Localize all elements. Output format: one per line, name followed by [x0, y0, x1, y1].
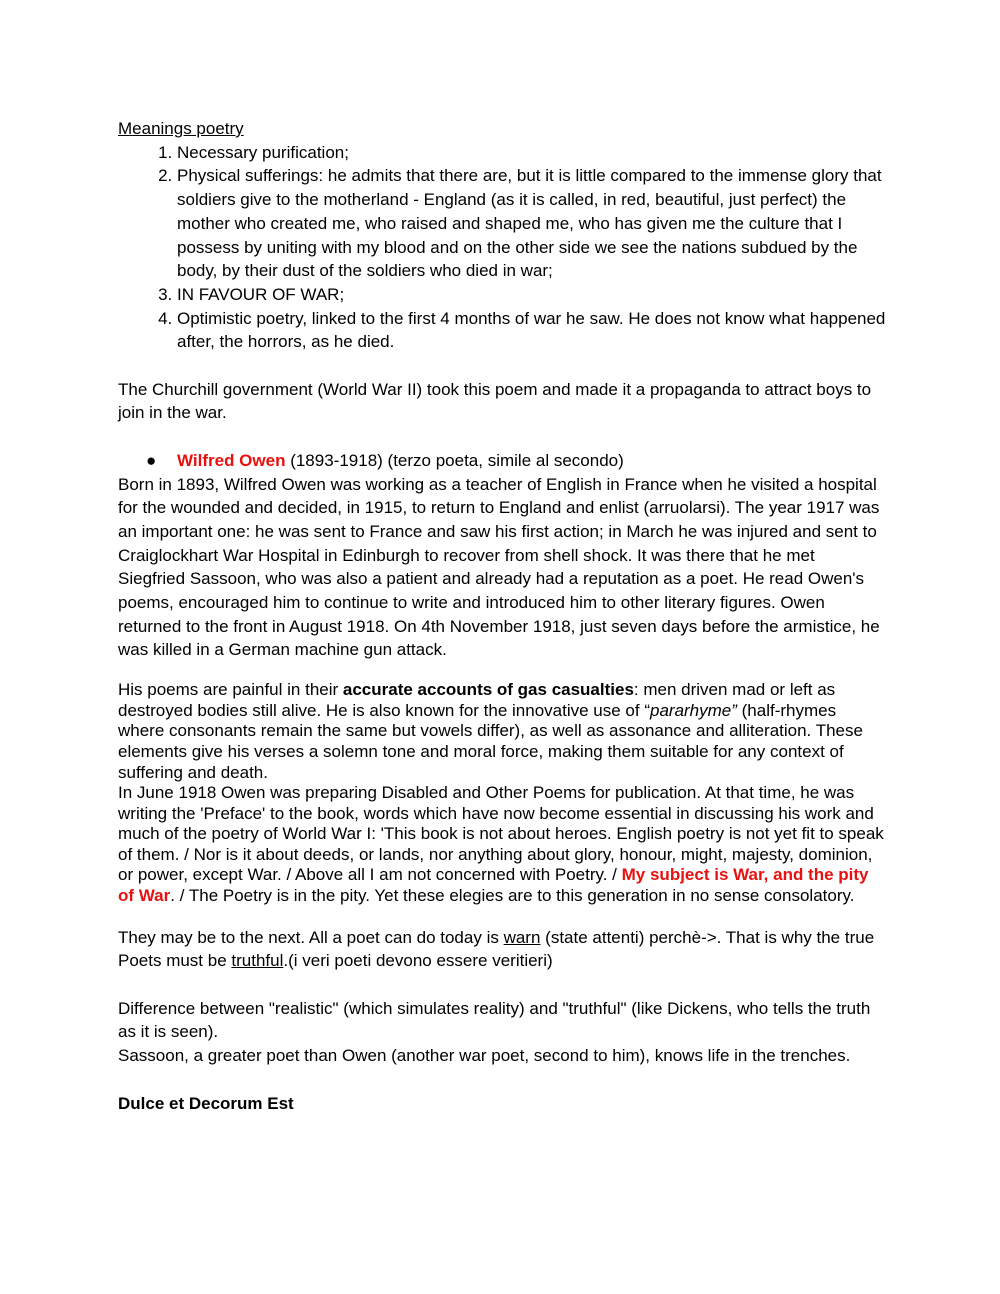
- churchill-paragraph: The Churchill government (World War II) took this poem and made it a propaganda to attract boys to join in the war.: [118, 379, 872, 423]
- truthful-underline: truthful: [231, 951, 284, 971]
- owen-bio: Born in 1893, Wilfred Owen was working as a teacher of English in France when he visited a hospital for the wounded and decided, in 1915, to return to England and enlist (arruolarsi). The year 1917 was an important one: he was sent to France and saw his first action; in March he was injured and sent to Craiglockhart War Hospital in Edinburgh to recover from shell shock. It was there that he met Siegfried Sassoon, who was also a patient and already had a reputation as a poet. He read Owen's poems, encouraged him to continue to write and introduced him to other literary figures. Owen returned to the front in August 1918. On 4th November 1918, just seven days before the armistice, he was killed in a German machine gun attack.: [118, 474, 880, 660]
- bullet-icon: ●: [146, 450, 157, 470]
- list-item: 3. IN FAVOUR OF WAR;: [177, 283, 886, 307]
- warn-underline: warn: [503, 927, 541, 947]
- list-item: 2. Physical sufferings: he admits that there are, but it is little compared to the immense glory that soldiers give to the motherland - England (as it is called, in red, beautiful, just perfect) the mother who created me, who raised and shaped me, who has given me the culture that I possess by uniting with my blood and on the other side we see the nations subdued by the body, by their dust of the soldiers who died in war;: [177, 164, 886, 283]
- meanings-list: [118, 141, 886, 354]
- subject-red: My subject is War, and the pity of War: [118, 865, 869, 906]
- gas-casualties-bold: accurate accounts of gas casualties: [342, 680, 634, 700]
- owen-name: Wilfred Owen: [177, 450, 286, 470]
- pararhyme-italic: pararhyme”: [650, 700, 737, 720]
- difference-paragraph: Difference between "realistic" (which simulates reality) and "truthful" (like Dickens, who tells the truth as it is seen).: [118, 998, 871, 1042]
- list-item: 1. Necessary purification;: [177, 141, 886, 165]
- owen-dates: (1893-1918) (terzo poeta, simile al secondo): [285, 450, 624, 470]
- next-paragraph: They may be to the next. All a poet can do today is warn (state attenti) perchè->. That is why the true Poets must be truthful.(i veri poeti devono essere veritieri): [118, 927, 875, 971]
- preface-paragraph: In June 1918 Owen was preparing Disabled and Other Poems for publication. At that time, he was writing the 'Preface' to the book, words which have now become essential in discussing his work and much of the poetry of World War I: 'This book is not about heroes. English poetry is not yet fit to speak of them. / Nor is it about deeds, or lands, nor anything about glory, honour, might, majesty, dominion, or power, except War. / Above all I am not concerned with Poetry. / My subject is War, and the pity of War. / The Poetry is in the pity. Yet these elegies are to this generation in no sense consolatory.: [118, 783, 884, 906]
- meanings-heading: Meanings poetry: [118, 119, 244, 138]
- document-page: [118, 117, 886, 1115]
- dulce-heading: Dulce et Decorum Est: [118, 1093, 294, 1113]
- owen-heading: [118, 449, 886, 473]
- poems-paragraph: His poems are painful in their accurate accounts of gas casualties: men driven mad or left as destroyed bodies still alive. He is also known for the innovative use of “pararhyme” (half-rhymes where consonants remain the same but vowels differ), as well as assonance and alliteration. These elements give his verses a solemn tone and moral force, making them suitable for any context of suffering and death.: [118, 680, 863, 782]
- sassoon-paragraph: Sassoon, a greater poet than Owen (another war poet, second to him), knows life in the trenches.: [118, 1046, 851, 1066]
- list-item: 4. Optimistic poetry, linked to the first 4 months of war he saw. He does not know what happened after, the horrors, as he died.: [177, 307, 886, 354]
